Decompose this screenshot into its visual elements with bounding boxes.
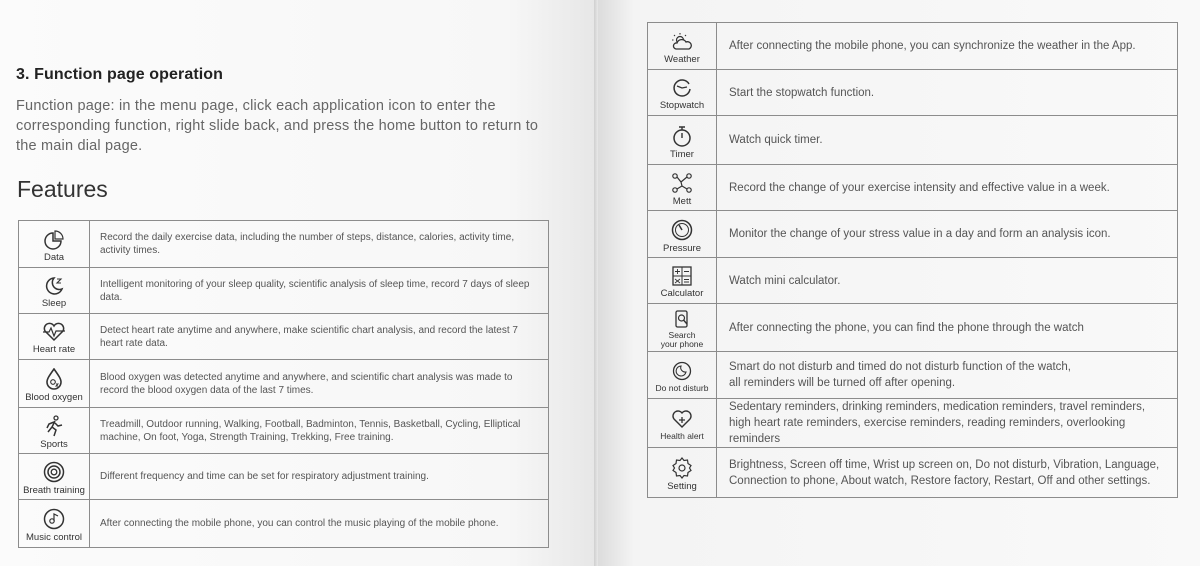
- icon-cell: [648, 304, 717, 352]
- icon-cell: [648, 165, 717, 211]
- sleep-icon: [43, 276, 65, 296]
- table-row: [19, 408, 549, 454]
- icon-cell: [648, 399, 717, 448]
- icon-label: Music control: [26, 532, 82, 543]
- icon-cell: [648, 258, 717, 304]
- health-alert-icon: [671, 409, 693, 429]
- setting-icon: [671, 457, 693, 479]
- description-cell: Brightness, Screen off time, Wrist up screen on, Do not disturb, Vibration, Language, Connection to phone, About watch, Restore factory, Restart, Off and other settings.: [717, 448, 1178, 498]
- icon-cell: [19, 314, 90, 360]
- data-icon: [43, 230, 65, 250]
- icon-label: Data: [43, 251, 65, 263]
- features-table: [18, 220, 549, 548]
- icon-cell: [648, 211, 717, 258]
- icon-label: Health alert: [660, 431, 704, 441]
- table-row: [648, 165, 1178, 211]
- icon-cell: [648, 352, 717, 399]
- icon-label: Sports: [40, 439, 68, 450]
- description-cell: Detect heart rate anytime and anywhere, make scientific chart analysis, and record the latest 7 heart rate data.: [90, 314, 549, 360]
- blood-oxygen-icon: [43, 368, 65, 390]
- description-cell: Different frequency and time can be set for respiratory adjustment training.: [90, 454, 549, 500]
- features-table-continued: [647, 22, 1178, 498]
- description-cell: After connecting the mobile phone, you can synchronize the weather in the App.: [717, 23, 1178, 70]
- icon-label: Heart rate: [32, 344, 76, 355]
- heart-rate-icon: [42, 322, 66, 342]
- icon-cell: [19, 454, 90, 500]
- table-row: [648, 70, 1178, 116]
- right-page: [598, 0, 1200, 566]
- table-row: [19, 314, 549, 360]
- do-not-disturb-icon: [672, 361, 692, 381]
- icon-label: Stopwatch: [659, 100, 705, 111]
- table-row: [648, 116, 1178, 165]
- description-cell: Monitor the change of your stress value in a day and form an analysis icon.: [717, 211, 1178, 258]
- icon-label: Sleep: [41, 298, 67, 309]
- description-cell: Blood oxygen was detected anytime and anywhere, and scientific chart analysis was made to record the blood oxygen data of the last 7 times.: [90, 360, 549, 408]
- table-row: [19, 221, 549, 268]
- description-cell: Treadmill, Outdoor running, Walking, Football, Badminton, Tennis, Basketball, Cycling, Elliptical machine, On foot, Yoga, Strength Training, Trekking, Free training.: [90, 408, 549, 454]
- icon-cell: [19, 268, 90, 314]
- description-cell: Watch mini calculator.: [717, 258, 1178, 304]
- description-cell: Intelligent monitoring of your sleep quality, scientific analysis of sleep time, record 7 days of sleep data.: [90, 268, 549, 314]
- calculator-icon: [671, 266, 693, 286]
- search-phone-icon: [672, 310, 692, 328]
- description-cell: Watch quick timer.: [717, 116, 1178, 165]
- table-row: [19, 500, 549, 548]
- music-control-icon: [43, 508, 65, 530]
- table-row: [19, 454, 549, 500]
- icon-label: Mett: [672, 196, 692, 207]
- icon-label: Do not disturb: [655, 383, 709, 393]
- description-cell: Start the stopwatch function.: [717, 70, 1178, 116]
- sports-icon: [43, 415, 65, 437]
- icon-cell: [19, 221, 90, 268]
- features-title: Features: [17, 176, 108, 202]
- table-row: [648, 304, 1178, 352]
- section-heading: 3. Function page operation: [16, 66, 224, 83]
- icon-cell: [648, 23, 717, 70]
- timer-icon: [671, 125, 693, 147]
- icon-label: Blood oxygen: [25, 392, 83, 403]
- breath-training-icon: [43, 461, 65, 483]
- icon-cell: [648, 70, 717, 116]
- description-cell: Record the change of your exercise intensity and effective value in a week.: [717, 165, 1178, 211]
- description-cell: Sedentary reminders, drinking reminders, medication reminders, travel reminders, high heart rate reminders, exercise reminders, reading reminders, overlooking reminders: [717, 399, 1178, 448]
- icon-label: Setting: [667, 481, 697, 492]
- mett-icon: [671, 172, 693, 194]
- intro-paragraph: Function page: in the menu page, click each application icon to enter the corresponding function, right slide back, and press the home button to return to the main dial page.: [16, 98, 539, 154]
- icon-label: Calculator: [660, 288, 704, 299]
- table-row: [648, 352, 1178, 399]
- table-row: [648, 448, 1178, 498]
- icon-cell: [19, 500, 90, 548]
- icon-label: Pressure: [662, 242, 701, 254]
- description-cell: After connecting the mobile phone, you can control the music playing of the mobile phone.: [90, 500, 549, 548]
- description-cell: Smart do not disturb and timed do not disturb function of the watch, all reminders will be turned off after opening.: [717, 352, 1178, 399]
- table-row: [19, 360, 549, 408]
- table-row: [648, 399, 1178, 448]
- table-row: [648, 258, 1178, 304]
- table-row: [19, 268, 549, 314]
- icon-cell: [648, 116, 717, 165]
- icon-cell: [648, 448, 717, 498]
- icon-label: Breath training: [23, 485, 85, 496]
- stopwatch-icon: [671, 78, 693, 98]
- left-page: [0, 0, 598, 566]
- icon-label: Search your phone: [660, 330, 704, 349]
- table-row: [648, 23, 1178, 70]
- icon-cell: [19, 408, 90, 454]
- table-row: [648, 211, 1178, 258]
- description-cell: After connecting the phone, you can find the phone through the watch: [717, 304, 1178, 352]
- icon-label: Weather: [664, 53, 700, 65]
- icon-label: Timer: [670, 148, 694, 160]
- icon-cell: [19, 360, 90, 408]
- weather-icon: [670, 32, 694, 52]
- pressure-icon: [671, 219, 693, 241]
- description-cell: Record the daily exercise data, including the number of steps, distance, calories, activity time, activity times.: [90, 221, 549, 268]
